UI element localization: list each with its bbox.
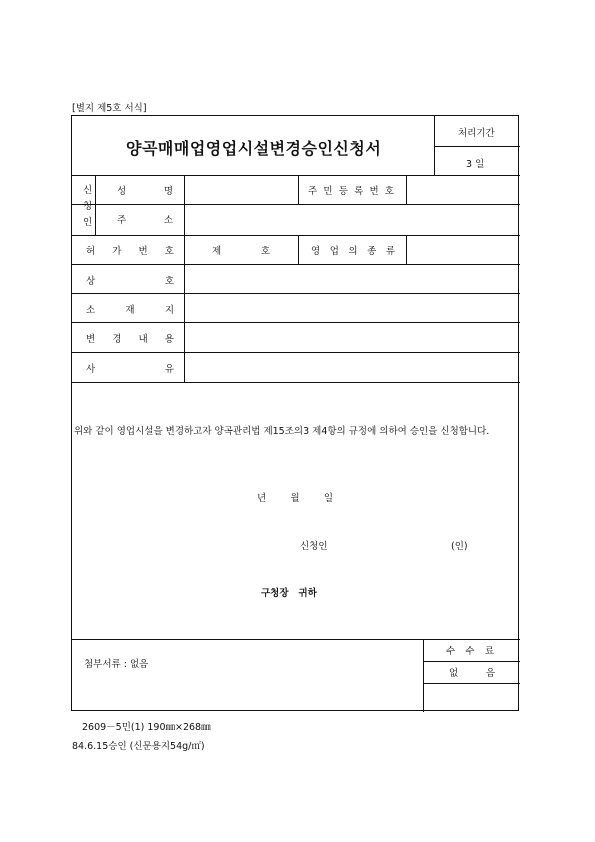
- applicant-group-label-2: 청: [83, 201, 93, 212]
- business-type-label-char: 영: [311, 246, 321, 257]
- resident-id-label-char: 번: [369, 186, 379, 197]
- fee-value: [449, 665, 495, 679]
- divider: [72, 322, 520, 323]
- divider: [434, 146, 520, 147]
- resident-id-label-char: 민: [323, 186, 333, 197]
- fee-label-char: 수: [446, 646, 456, 657]
- date-year: 년: [257, 493, 267, 504]
- divider: [406, 175, 407, 205]
- resident-id-label-char: 호: [384, 186, 394, 197]
- permit-number-value: [212, 243, 270, 257]
- business-type-label-char: 류: [385, 246, 395, 257]
- divider: [72, 175, 520, 176]
- address-label: [117, 212, 173, 226]
- permit-number-value-char: 호: [260, 246, 270, 257]
- location-label: [86, 302, 174, 316]
- divider: [434, 116, 435, 175]
- business-type-label-char: 업: [329, 246, 339, 257]
- reason-label: [86, 361, 174, 375]
- seal-mark: (인): [451, 541, 468, 552]
- divider: [423, 639, 424, 712]
- application-form: [71, 115, 519, 711]
- divider: [72, 382, 520, 383]
- trade-name-label-char: 호: [164, 276, 174, 287]
- permit-number-label-char: 번: [138, 246, 148, 257]
- divider: [423, 683, 520, 684]
- date-month: 월: [290, 493, 300, 504]
- processing-period-value: 3 일: [466, 159, 485, 170]
- divider: [298, 235, 299, 265]
- permit-number-value-char: 제: [212, 246, 222, 257]
- permit-number-label-char: 가: [112, 246, 122, 257]
- date-day: 일: [323, 493, 333, 504]
- change-details-label-char: 내: [138, 334, 148, 345]
- resident-id-label-char: 록: [354, 186, 364, 197]
- business-type-label: [311, 243, 395, 257]
- divider: [72, 352, 520, 353]
- divider: [72, 235, 520, 236]
- address-label-char: 주: [117, 215, 127, 226]
- form-title: 양곡매매업영업시설변경승인신청서: [126, 139, 382, 158]
- fee-label-char: 수: [465, 646, 475, 657]
- application-statement: 위와 같이 영업시설을 변경하고자 양곡관리법 제15조의3 제4항의 규정에 의하여 승인을 신청합니다.: [74, 426, 490, 437]
- trade-name-label-char: 상: [86, 276, 96, 287]
- recipient: 구청장 귀하: [261, 588, 317, 599]
- business-type-label-char: 의: [348, 246, 358, 257]
- applicant-group-label-1: 신: [83, 185, 93, 196]
- change-details-label-char: 용: [164, 334, 174, 345]
- name-label-char: 성: [117, 186, 127, 197]
- divider: [406, 235, 407, 265]
- processing-period-label: 처리기간: [458, 128, 495, 139]
- trade-name-label: [86, 273, 174, 287]
- fee-value-char: 음: [485, 668, 495, 679]
- divider: [72, 204, 520, 205]
- reason-label-char: 사: [86, 364, 96, 375]
- change-details-label-char: 경: [112, 334, 122, 345]
- footer-print-spec: 2609－5민(1) 190㎜×268㎜: [82, 722, 211, 733]
- change-details-label-char: 변: [86, 334, 96, 345]
- divider: [95, 175, 96, 235]
- resident-id-label-char: 등: [338, 186, 348, 197]
- divider: [184, 175, 185, 382]
- date-line: [257, 490, 333, 504]
- address-label-char: 소: [163, 215, 173, 226]
- location-label-char: 지: [164, 305, 174, 316]
- applicant-signature-label: 신청인: [300, 541, 328, 552]
- business-type-label-char: 종: [367, 246, 377, 257]
- divider: [72, 293, 520, 294]
- permit-number-label-char: 허: [86, 246, 96, 257]
- form-number-label: [별지 제5호 서식]: [72, 103, 147, 114]
- change-details-label: [86, 331, 174, 345]
- divider: [423, 661, 520, 662]
- divider: [72, 264, 520, 265]
- attachments: 첨부서류 : 없음: [84, 659, 149, 670]
- fee-value-char: 없: [449, 668, 459, 679]
- divider: [72, 639, 520, 640]
- resident-id-label-char: 주: [308, 186, 318, 197]
- name-label-char: 명: [163, 186, 173, 197]
- applicant-group-label-3: 인: [83, 217, 93, 228]
- reason-label-char: 유: [164, 364, 174, 375]
- name-label: [117, 183, 173, 197]
- permit-number-label-char: 호: [164, 246, 174, 257]
- fee-label-char: 료: [484, 646, 494, 657]
- fee-label: [446, 643, 494, 657]
- resident-id-label: [308, 183, 394, 197]
- location-label-char: 재: [125, 305, 135, 316]
- permit-number-label: [86, 243, 174, 257]
- location-label-char: 소: [86, 305, 96, 316]
- divider: [298, 175, 299, 205]
- footer-approval: 84.6.15승인 (신문용지54g/㎡): [72, 741, 205, 752]
